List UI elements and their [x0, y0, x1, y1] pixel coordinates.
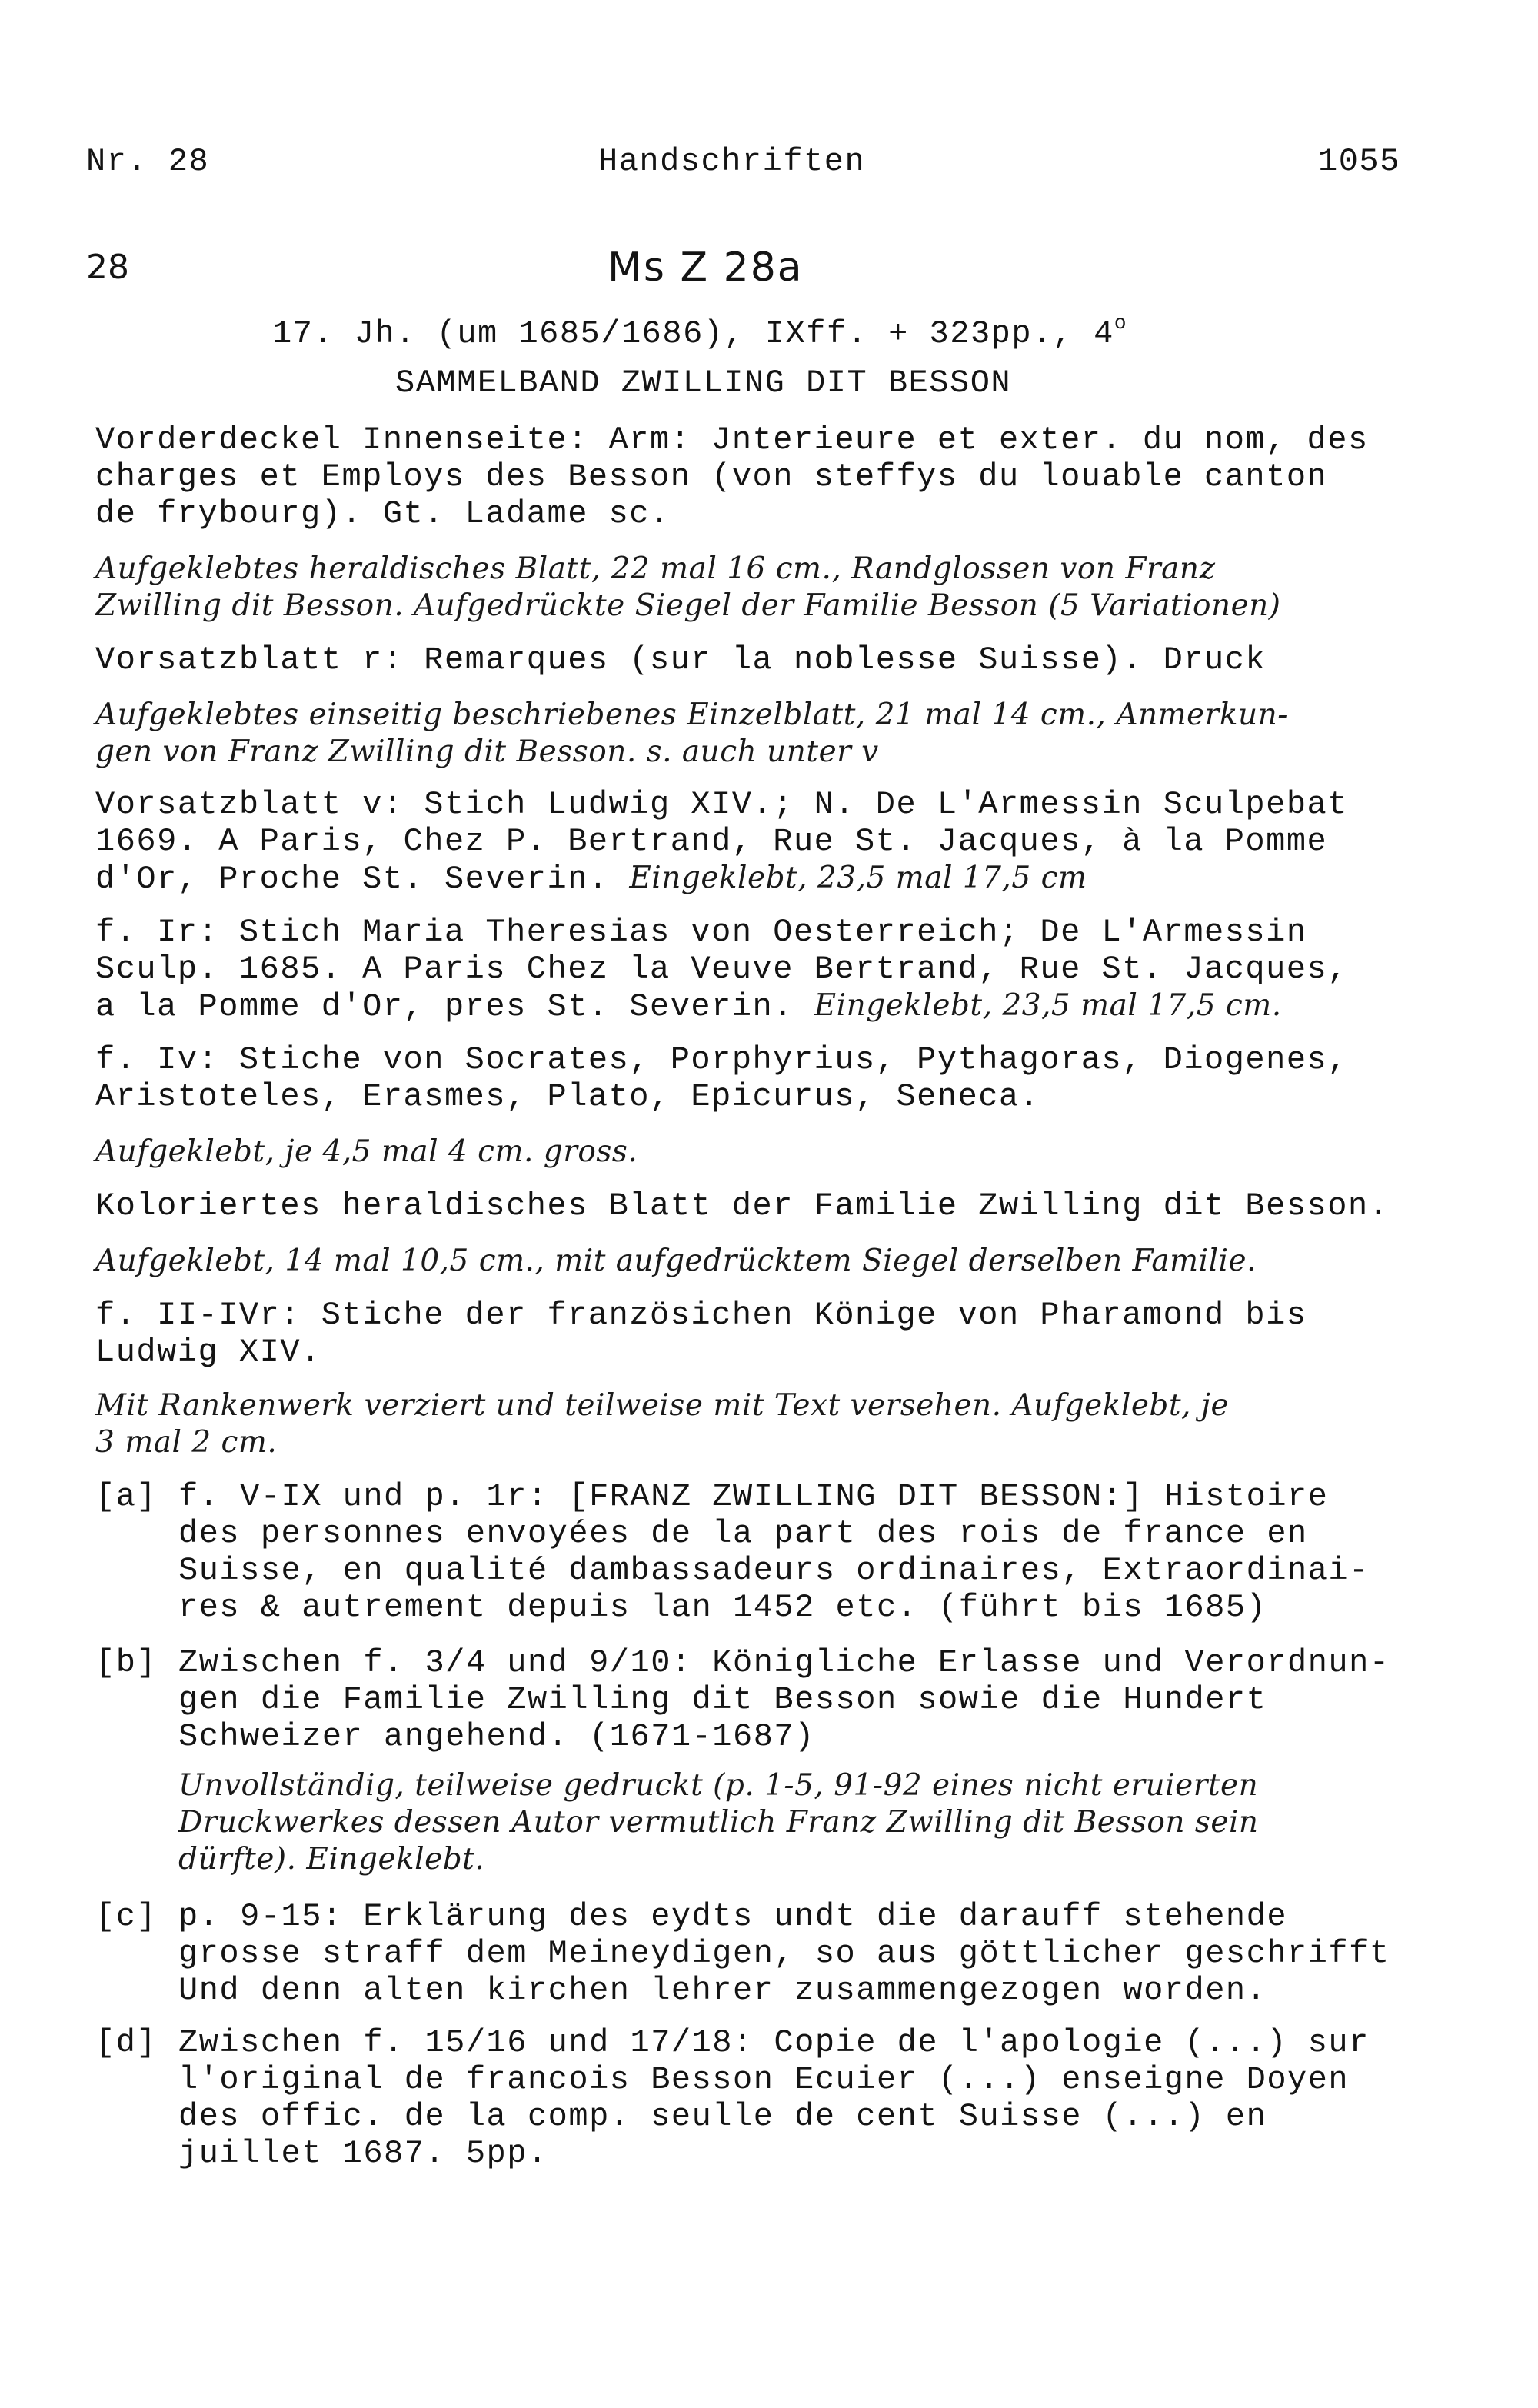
text-line: Schweizer angehend. (1671-1687) — [178, 1718, 815, 1755]
call-number: Ms Z 28a — [608, 245, 804, 291]
flyleaf-verso — [95, 786, 1348, 897]
text-line: des personnes envoyées de la part des rois de france en — [178, 1515, 1308, 1552]
text-fragment: a la Pomme d'Or, pres St. Severin. — [95, 988, 814, 1025]
text-line: f. Iv: Stiche von Socrates, Porphyrius, Pythagoras, Diogenes, — [95, 1041, 1348, 1078]
item-b — [178, 1644, 1390, 1755]
cover-description — [95, 421, 1369, 532]
heraldic-sheet — [95, 1187, 1389, 1224]
text-line: Vorsatzblatt r: Remarques (sur la noblesse Suisse). Druck — [95, 641, 1267, 678]
collection-title: SAMMELBAND ZWILLING DIT BESSON — [395, 365, 1012, 401]
handwritten-line: Aufgeklebtes einseitig beschriebenes Einzelblatt, 21 mal 14 cm., Anmerkun- — [95, 698, 1288, 732]
handwritten-line: Zwilling dit Besson. Aufgedrückte Siegel der Familie Besson (5 Variationen) — [95, 588, 1281, 623]
text-line: Suisse, en qualité dambassadeurs ordinaires, Extraordinai- — [178, 1552, 1370, 1589]
format-superscript: o — [1114, 311, 1127, 335]
text-line: charges et Employs des Besson (von steffys du louable canton — [95, 458, 1328, 495]
text-line: l'original de francois Besson Ecuier (...) enseigne Doyen — [178, 2061, 1350, 2098]
text-line: Vorsatzblatt v: Stich Ludwig XIV.; N. De L'Armessin Sculpebat — [95, 786, 1348, 823]
text-fragment: d'Or, Proche St. Severin. — [95, 861, 630, 898]
text-line: f. V-IX und p. 1r: [FRANZ ZWILLING DIT BESSON:] Histoire — [178, 1478, 1329, 1515]
handwritten-note — [95, 697, 1288, 771]
handwritten-note — [95, 1134, 638, 1171]
text-line: Sculp. 1685. A Paris Chez la Veuve Bertrand, Rue St. Jacques, — [95, 951, 1348, 988]
item-label: [b] — [95, 1644, 158, 1681]
text-line: de frybourg). Gt. Ladame sc. — [95, 495, 671, 532]
item-a — [178, 1478, 1370, 1626]
handwritten-line: Unvollständig, teilweise gedruckt (p. 1-5, 91-92 eines nicht eruierten — [178, 1768, 1259, 1803]
handwritten-fragment: Eingeklebt, 23,5 mal 17,5 cm. — [814, 988, 1282, 1023]
handwritten-fragment: Eingeklebt, 23,5 mal 17,5 cm — [629, 861, 1087, 895]
flyleaf-recto — [95, 641, 1266, 678]
date-line — [272, 311, 1127, 352]
handwritten-note — [95, 1387, 1229, 1461]
text-line: Zwischen f. 15/16 und 17/18: Copie de l'apologie (...) sur — [178, 2024, 1370, 2061]
running-header-title: Handschriften — [598, 143, 866, 180]
page-number: 1055 — [1318, 143, 1400, 180]
text-line: Vorderdeckel Innenseite: Arm: Jnterieure et exter. du nom, des — [95, 421, 1369, 458]
handwritten-line: Mit Rankenwerk verziert und teilweise mit Text versehen. Aufgeklebt, je — [95, 1388, 1230, 1423]
item-label: [a] — [95, 1478, 158, 1515]
running-header-left: Nr. 28 — [86, 143, 210, 180]
handwritten-line: dürfte). Eingeklebt. — [178, 1842, 485, 1877]
item-label: [c] — [95, 1898, 158, 1935]
handwritten-line: Aufgeklebtes heraldisches Blatt, 22 mal 16 cm., Randglossen von Franz — [95, 551, 1216, 586]
entry-number: 28 — [86, 248, 129, 287]
text-line: grosse straff dem Meineydigen, so aus göttlicher geschrifft — [178, 1935, 1390, 1972]
handwritten-line: Druckwerkes dessen Autor vermutlich Franz Zwilling dit Besson sein — [178, 1805, 1259, 1840]
item-b-note — [178, 1767, 1259, 1878]
folio-2-4r — [95, 1297, 1307, 1371]
handwritten-line: Aufgeklebt, 14 mal 10,5 cm., mit aufgedrücktem Siegel derselben Familie. — [95, 1244, 1257, 1278]
date-line-text: 17. Jh. (um 1685/1686), IXff. + 323pp., 4 — [272, 315, 1114, 352]
handwritten-line: gen von Franz Zwilling dit Besson. s. auch unter v — [95, 734, 879, 769]
folio-1r — [95, 914, 1348, 1024]
handwritten-line: Aufgeklebt, je 4,5 mal 4 cm. gross. — [95, 1134, 638, 1169]
handwritten-note — [95, 1243, 1257, 1280]
handwritten-line: 3 mal 2 cm. — [95, 1425, 278, 1460]
text-line: Koloriertes heraldisches Blatt der Familie Zwilling dit Besson. — [95, 1187, 1390, 1224]
text-line: Aristoteles, Erasmes, Plato, Epicurus, Seneca. — [95, 1078, 1040, 1115]
text-line: Ludwig XIV. — [95, 1334, 321, 1371]
text-line — [95, 988, 1348, 1024]
text-line: p. 9-15: Erklärung des eydts undt die darauff stehende — [178, 1898, 1288, 1935]
text-line: Und denn alten kirchen lehrer zusammengezogen worden. — [178, 1972, 1267, 2009]
handwritten-note — [95, 551, 1281, 624]
text-line: gen die Familie Zwilling dit Besson sowie die Hundert — [178, 1681, 1267, 1718]
text-line: des offic. de la comp. seulle de cent Suisse (...) en — [178, 2098, 1267, 2135]
text-line — [95, 860, 1348, 897]
folio-1v — [95, 1041, 1348, 1115]
text-line: Zwischen f. 3/4 und 9/10: Königliche Erlasse und Verordnun- — [178, 1644, 1390, 1681]
text-line: res & autrement depuis lan 1452 etc. (führt bis 1685) — [178, 1589, 1267, 1626]
text-line: f. II-IVr: Stiche der französichen Könige von Pharamond bis — [95, 1297, 1307, 1334]
text-line: f. Ir: Stich Maria Theresias von Oesterreich; De L'Armessin — [95, 914, 1307, 951]
item-label: [d] — [95, 2024, 158, 2061]
text-line: juillet 1687. 5pp. — [178, 2135, 548, 2172]
item-c — [178, 1898, 1390, 2009]
item-d — [178, 2024, 1370, 2172]
text-line: 1669. A Paris, Chez P. Bertrand, Rue St. Jacques, à la Pomme — [95, 823, 1328, 860]
